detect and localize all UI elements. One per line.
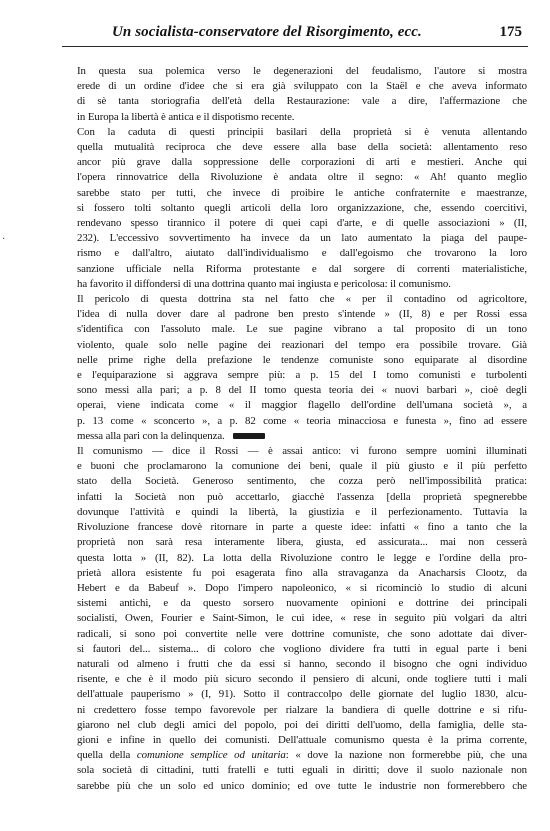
margin-mark: ·	[2, 234, 6, 245]
text-line: Hebert e da Babeuf ». Dopo l'impero napoleonico, « si ricominciò lo studio di alcuni	[77, 581, 527, 594]
paragraph-2	[64, 125, 527, 292]
text-line: operai, viene indicata come « il maggior flagello dell'ordine dell'umana società », a	[77, 399, 527, 412]
text-line: sono messi alla pari; a p. 8 del II tomo questa teoria dei « nuovi barbari », cioè degli	[77, 384, 527, 397]
text-line: 232). L'eccessivo sovvertimento ha invece da un lato aumentato la piaga del paupe-	[77, 232, 527, 245]
text-line: Il comunismo — dice il Rossi — è assai antico: vi furono sempre uomini illuminati	[77, 445, 527, 458]
text-line	[64, 429, 527, 444]
text-line: quella della comunione semplice od unitaria: « dove la nazione non formerebbe più, che una	[77, 749, 527, 762]
text-line: dell'attuale pauperismo » (I, 91). Sotto il contraccolpo delle giornate del luglio 1830, alcu-	[77, 688, 527, 701]
text-line: di sè tanta storiografia dell'età della Restaurazione: vale a dire, l'affermazione che	[77, 95, 527, 108]
text-line: l'opera rinnovatrice della Rivoluzione è andata oltre il segno: « Ah! quanto meglio	[77, 171, 527, 184]
text-line: radicali, si sono poi convertite nelle vere dottrine comuniste, che sono adottate dai diver-	[77, 627, 527, 640]
text-line: rendevano spesso tirannico il potere di quei capi d'arte, e di quelle associazioni » (II,	[77, 217, 527, 230]
text-line: ni credettero fosse tempo favorevole per rialzare la bandiera di quelle dottrine e si rifu-	[77, 703, 527, 716]
text-line: e buoni che proclamarono la comunione dei beni, quale il più giusto e il più perfetto	[77, 460, 527, 473]
text-line: ancor più grave dalla soppressione delle corporazioni di arti e mestieri. Anche qui	[77, 156, 527, 169]
text-line: si fautori del... sistema... di coloro che vogliono dividere fra tutti in egual parte i beni	[77, 642, 527, 655]
text-line: risente, e che è il modo più sicuro secondo il pensiero di alcuni, onde togliere tutti i mali	[77, 673, 527, 686]
text-line: nelle prime righe della prefazione le tendenze comuniste sono equiparate al disordine	[77, 353, 527, 366]
text-line: quella mutualità reciproca che deve essere alla base della società: allentamento reso	[77, 141, 527, 154]
text-line: In questa sua polemica verso le degenerazioni del feudalismo, l'autore si mostra	[77, 65, 527, 77]
text-line: sarebbe più che un solo ed unico dominio; ed ove tutte le industrie non formerebbero che	[77, 779, 527, 792]
text-line: p. 13 come « sconcerto », a p. 82 come « teoria minacciosa e funesta », fino ad essere	[77, 414, 527, 427]
text-line: e l'equiparazione si aggrava sempre più: a p. 15 del I tomo comunisti e turbolenti	[77, 369, 527, 382]
text-line: sistemi antichi, e da questo sorsero nuovamente opinioni e dottrine dei principali	[77, 597, 527, 610]
text-line: questa lotta » (II, 82). La lotta della Rivoluzione contro le legge e l'ordine della pro-	[77, 551, 527, 564]
text-line: s'identifica con l'assoluto male. Le sue pagine vibrano a tal proposito di un tono	[77, 323, 527, 336]
text-line: dovunque l'attività e quindi la libertà, la giustizia e il perfezionamento. Tuttavia la	[77, 505, 527, 518]
page-number: 175	[499, 24, 522, 40]
ink-blot	[233, 433, 265, 439]
text-line: giarono nel club degli amici del popolo, poi dei diritti dell'uomo, della famiglia, delle sta-	[77, 718, 527, 731]
text-line: violento, quale solo nelle pagine dei reazionari del tempo era possibile trovare. Già	[77, 338, 527, 351]
text-line: naturali od almeno i frutti che da essi si hanno, secondo il bisogno che ogni individuo	[77, 657, 527, 670]
body-text	[64, 64, 527, 794]
paragraph-4	[64, 444, 527, 794]
text-line: rismo e dall'altro, aiutato dall'individualismo e dall'egoismo che trovarono la loro	[77, 247, 527, 260]
header-rule	[62, 46, 528, 47]
text-line: proprietà non sarà resa interamente libera, giusta, ed assicurata... mai non cesserà	[77, 536, 527, 549]
text-line: Rivoluzione francese dovè ritornare in parte a queste idee: infatti « fino a tanto che la	[77, 521, 527, 534]
running-title: Un socialista-conservatore del Risorgimento, ecc.	[112, 24, 422, 40]
text-line: Con la caduta di questi principii basilari della proprietà si è venuta allentando	[77, 125, 527, 138]
text-line: stato della Società. Generoso sentimento, che cozza però nell'impossibilità pratica:	[77, 475, 527, 488]
text-line: erede di un ordine d'idee che si era già sviluppato con la Staël e che aveva informato	[77, 80, 527, 93]
text-line: ha favorito il diffondersi di una dottrina quanto mai ingiusta e pericolosa: il comunismo.	[77, 277, 451, 290]
text-line-content: messa alla pari con la delinquenza.	[77, 429, 225, 442]
text-line: infatti la Società non può accettarlo, giacchè l'assenza [della proprietà spegnerebbe	[77, 490, 527, 503]
text-line: Il pericolo di questa dottrina sta nel fatto che « per il contadino od agricoltore,	[77, 293, 527, 306]
text-line: sarebbe stato per tutti, che invece di proibire le antiche confraternite e maestranze,	[77, 186, 527, 199]
text-line: sanzione ufficiale nella Riforma protestante e dal sorgere di correnti materialistiche,	[77, 262, 527, 275]
text-line: sola società di cittadini, tutti fratelli e tutti eguali in diritti; dove il suolo nazionale non	[77, 764, 527, 777]
text-line: si fossero tolti soltanto quegli articoli della loro organizzazione, che, essendo coercitivi,	[77, 201, 527, 214]
text-line: prietà allora esistente fu poi esagerata fino alla stravaganza da Anacharsis Clootz, da	[77, 566, 527, 579]
text-line: in Europa la libertà è antica e il dispotismo recente.	[77, 110, 295, 123]
paragraph-1	[64, 64, 527, 125]
text-line: l'idea di nulla dover dare al padrone ben presto s'intende » (II, 8) e per Rossi essa	[77, 308, 527, 321]
text-line: socialisti, Owen, Fourier e Saint-Simon, le cui idee, « rese in seguito più volgari da altri	[77, 612, 527, 625]
text-line: gioni e infine in quello dei comunisti. Dell'attuale comunismo questa è la prima corrente,	[77, 733, 527, 746]
paragraph-3	[64, 292, 527, 444]
